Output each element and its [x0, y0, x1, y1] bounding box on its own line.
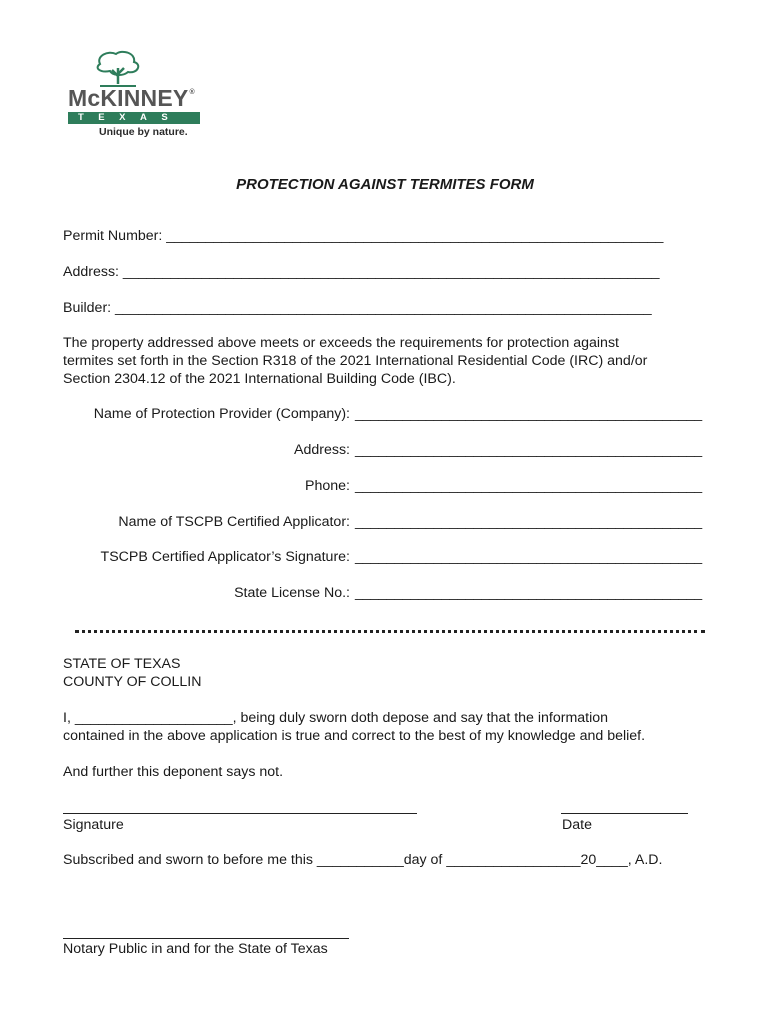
signature-label: Signature [63, 817, 124, 833]
dotted-divider [75, 630, 705, 633]
builder-field[interactable]: Builder: ____________________________________________________________________ [63, 300, 652, 316]
tree-icon [86, 50, 146, 90]
license-number-field[interactable]: ____________________________________________ [355, 585, 703, 601]
provider-phone-label: Phone: [305, 478, 350, 494]
affidavit-line-1[interactable]: I, ____________________, being duly sworn doth depose and say that the information [63, 710, 609, 726]
date-label: Date [562, 817, 592, 833]
date-line[interactable] [561, 813, 688, 814]
affidavit-state: STATE OF TEXAS [63, 656, 181, 672]
mckinney-logo [66, 50, 206, 140]
applicator-name-field[interactable]: ____________________________________________ [355, 514, 703, 530]
provider-company-field[interactable]: ____________________________________________ [355, 406, 703, 422]
notary-signature-line[interactable] [63, 938, 349, 939]
signature-line[interactable] [63, 813, 417, 814]
address-field[interactable]: Address: ____________________________________________________________________ [63, 264, 660, 280]
affidavit-line-3: And further this deponent says not. [63, 764, 284, 780]
tagline: Unique by nature. [99, 126, 188, 138]
affidavit-county: COUNTY OF COLLIN [63, 674, 202, 690]
sworn-statement[interactable]: Subscribed and sworn to before me this ___________day of _________________20____, A.D. [63, 852, 663, 868]
license-number-label: State License No.: [234, 585, 350, 601]
applicator-signature-label: TSCPB Certified Applicator’s Signature: [100, 549, 350, 565]
provider-address-label: Address: [294, 442, 350, 458]
statement-line-3: Section 2304.12 of the 2021 International Building Code (IBC). [63, 371, 456, 387]
affidavit-line-2: contained in the above application is true and correct to the best of my knowledge and belief. [63, 728, 646, 744]
statement-line-1: The property addressed above meets or exceeds the requirements for protection against [63, 335, 619, 351]
notary-label: Notary Public in and for the State of Texas [63, 941, 328, 957]
statement-line-2: termites set forth in the Section R318 of the 2021 International Residential Code (IRC) and/or [63, 353, 648, 369]
provider-address-field[interactable]: ____________________________________________ [355, 442, 703, 458]
form-title: PROTECTION AGAINST TERMITES FORM [236, 176, 534, 193]
state-bar: TEXAS [68, 112, 200, 124]
brand-name: McKINNEY® [68, 85, 195, 111]
provider-phone-field[interactable]: ____________________________________________ [355, 478, 703, 494]
applicator-signature-field[interactable]: ____________________________________________ [355, 549, 703, 565]
provider-company-label: Name of Protection Provider (Company): [93, 406, 350, 422]
permit-number-field[interactable]: Permit Number: _______________________________________________________________ [63, 228, 664, 244]
applicator-name-label: Name of TSCPB Certified Applicator: [118, 514, 350, 530]
